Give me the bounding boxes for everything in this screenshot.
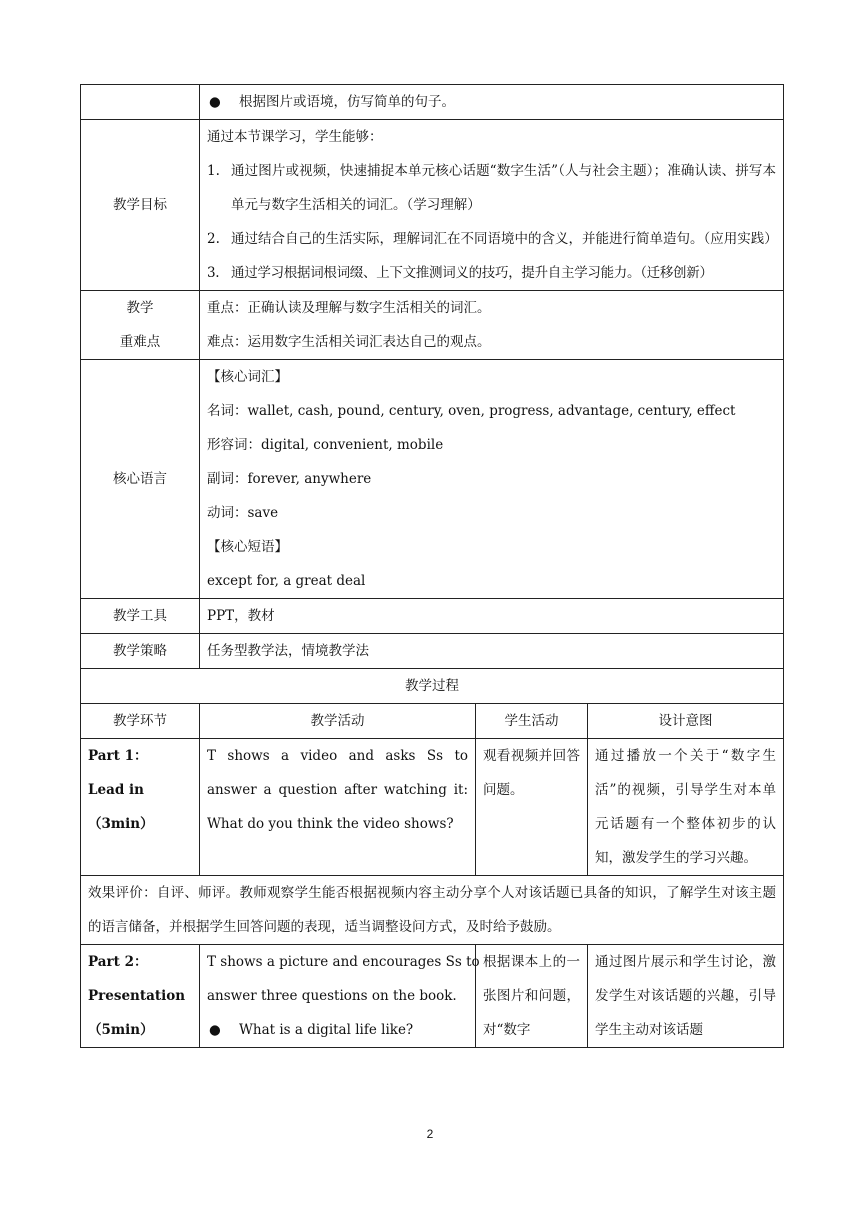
header-stage: 教学环节	[81, 704, 200, 739]
empty-label-cell	[81, 85, 200, 120]
part2-duration: （5min）	[88, 1022, 154, 1038]
process-header-row	[81, 704, 784, 739]
continuation-row	[81, 85, 784, 120]
part2-name: Presentation	[88, 988, 186, 1004]
strategy-row	[81, 634, 784, 669]
evaluation-row	[81, 876, 784, 945]
strategy-value: 任务型教学法，情境教学法	[200, 634, 784, 669]
key-points-row	[81, 291, 784, 360]
strategy-label: 教学策略	[81, 634, 200, 669]
process-title: 教学过程	[81, 669, 784, 704]
continuation-text: 根据图片或语境，仿写简单的句子。	[239, 94, 455, 110]
tools-value: PPT，教材	[200, 599, 784, 634]
objective-item-3: 3. 通过学习根据词根词缀、上下文推测词义的技巧，提升自主学习能力。（迁移创新）	[207, 265, 713, 281]
core-phrases-heading: 【核心短语】	[207, 539, 288, 555]
objectives-label: 教学目标	[81, 120, 200, 291]
header-design-intent: 设计意图	[588, 704, 784, 739]
part2-design-intent: 通过图片展示和学生讨论，激发学生对该话题的兴趣，引导学生主动对该话题	[588, 945, 784, 1048]
part1-row	[81, 739, 784, 876]
core-language-label: 核心语言	[81, 360, 200, 599]
header-student-activity: 学生活动	[476, 704, 588, 739]
bullet-icon: ●	[209, 94, 221, 110]
part1-student-activity: 观看视频并回答问题。	[476, 739, 588, 876]
part2-activity-line-1: T shows a picture and encourages Ss to	[207, 954, 480, 970]
part2-title: Part 2：	[88, 954, 148, 970]
lesson-plan-table	[80, 84, 784, 1048]
tools-row	[81, 599, 784, 634]
core-vocab-heading: 【核心词汇】	[207, 369, 288, 385]
adverbs-line: 副词：forever, anywhere	[207, 471, 372, 487]
tools-label: 教学工具	[81, 599, 200, 634]
part2-question: What is a digital life like?	[239, 1022, 414, 1038]
bullet-icon: ●	[209, 1022, 221, 1038]
phrases-line: except for, a great deal	[207, 573, 366, 589]
part1-design-intent: 通过播放一个关于“数字生活”的视频，引导学生对本单元话题有一个整体初步的认知，激发学生的学习兴趣。	[588, 739, 784, 876]
part1-name: Lead in	[88, 782, 144, 798]
part2-student-activity: 根据课本上的一张图片和问题，对“数字	[476, 945, 588, 1048]
difficult-point-text: 难点：运用数字生活相关词汇表达自己的观点。	[207, 334, 491, 350]
header-teacher-activity: 教学活动	[200, 704, 476, 739]
evaluation-text: 效果评价：自评、师评。教师观察学生能否根据视频内容主动分享个人对该话题已具备的知识，了解学生对该主题的语言储备，并根据学生回答问题的表现，适当调整设问方式，及时给予鼓励。	[81, 876, 784, 945]
key-points-label-1: 教学	[126, 300, 154, 316]
nouns-line: 名词：wallet, cash, pound, century, oven, progress, advantage, century, effect	[207, 403, 736, 419]
key-point-text: 重点：正确认读及理解与数字生活相关的词汇。	[207, 300, 491, 316]
page-number: 2	[426, 1127, 434, 1141]
part2-activity-line-2: answer three questions on the book.	[207, 988, 457, 1004]
part2-row	[81, 945, 784, 1048]
objectives-row	[81, 120, 784, 291]
verbs-line: 动词：save	[207, 505, 279, 521]
objective-item-2: 2. 通过结合自己的生活实际，理解词汇在不同语境中的含义，并能进行简单造句。（应用实践）	[207, 231, 778, 247]
objective-item-1: 1. 通过图片或视频，快速捕捉本单元核心话题“数字生活”（人与社会主题）；准确认读、拼写本单元与数字生活相关的词汇。（学习理解）	[207, 163, 777, 213]
part1-title: Part 1：	[88, 748, 148, 764]
process-title-row	[81, 669, 784, 704]
objectives-intro: 通过本节课学习，学生能够：	[207, 129, 383, 145]
part2-question-item	[207, 1013, 468, 1047]
key-points-label-2: 重难点	[119, 334, 161, 350]
part1-teacher-activity: T shows a video and asks Ss to answer a question after watching it: What do you think the video shows?	[200, 739, 476, 876]
core-language-row	[81, 360, 784, 599]
part1-duration: （3min）	[88, 816, 154, 832]
adjectives-line: 形容词：digital, convenient, mobile	[207, 437, 444, 453]
